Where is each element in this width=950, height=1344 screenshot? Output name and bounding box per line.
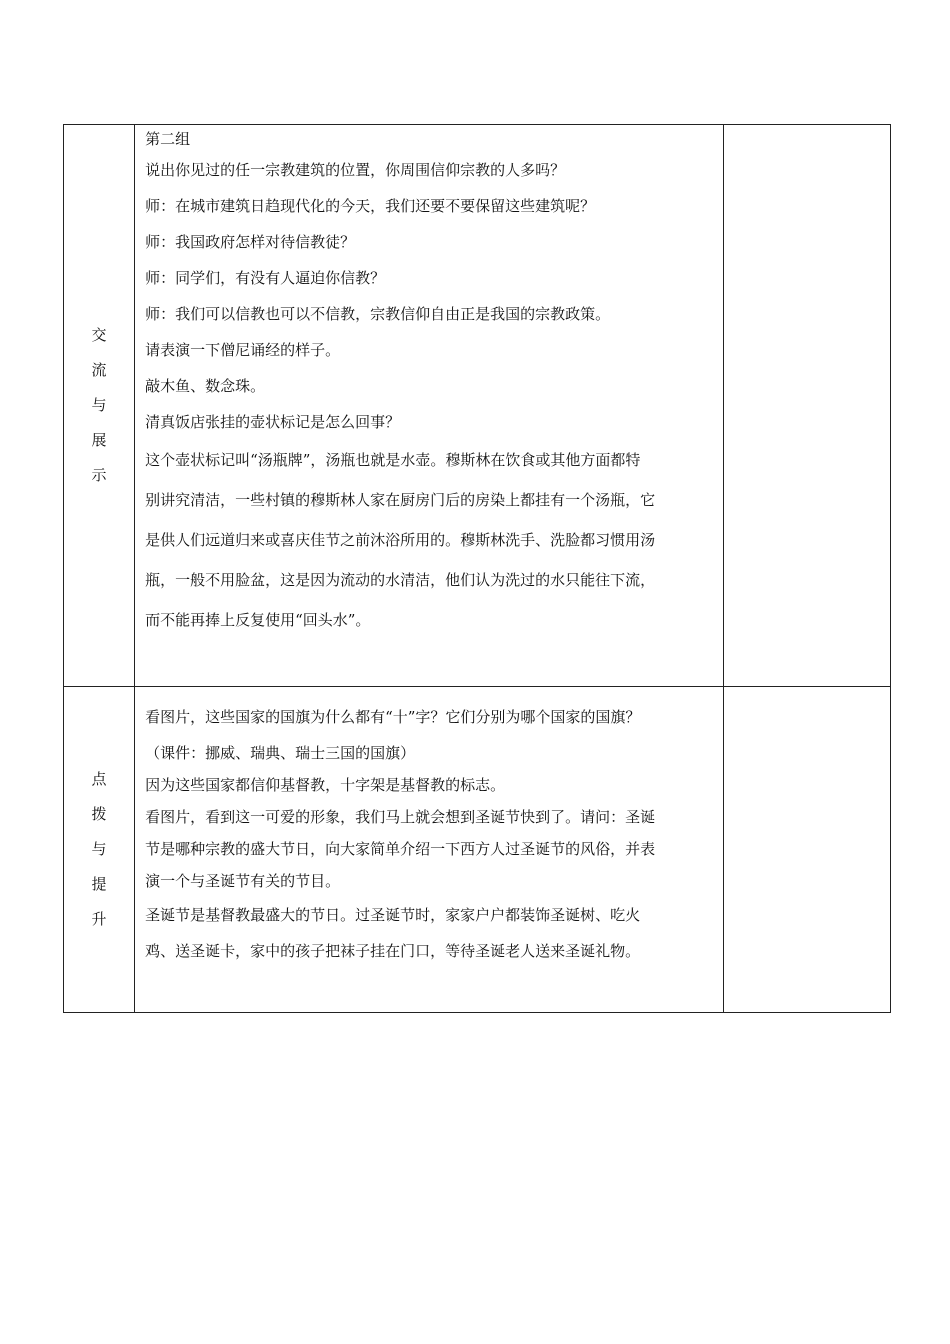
paragraph: （课件：挪威、瑞典、瑞士三国的国旗） bbox=[145, 744, 416, 762]
paragraph: 师：同学们，有没有人逼迫你信教？ bbox=[145, 269, 386, 287]
paragraph: 瓶，一般不用脸盆，这是因为流动的水清洁，他们认为洗过的水只能往下流， bbox=[145, 571, 656, 589]
paragraph: 演一个与圣诞节有关的节目。 bbox=[145, 872, 341, 890]
paragraph: 第二组 bbox=[145, 130, 191, 148]
paragraph: 师：在城市建筑日趋现代化的今天，我们还要不要保留这些建筑呢？ bbox=[145, 197, 596, 215]
paragraph: 敲木鱼、数念珠。 bbox=[145, 377, 266, 395]
section-label-cell bbox=[64, 687, 135, 1013]
paragraph: 因为这些国家都信仰基督教，十字架是基督教的标志。 bbox=[145, 776, 506, 794]
paragraph: 鸡、送圣诞卡，家中的孩子把袜子挂在门口，等待圣诞老人送来圣诞礼物。 bbox=[145, 942, 641, 960]
section-label-guidance-improvement bbox=[64, 762, 134, 937]
table-row-exchange-display bbox=[64, 125, 891, 687]
paragraph: 这个壶状标记叫“汤瓶牌”，汤瓶也就是水壶。穆斯林在饮食或其他方面都特 bbox=[145, 451, 641, 469]
paragraph: 请表演一下僧尼诵经的样子。 bbox=[145, 341, 341, 359]
label-char: 升 bbox=[91, 910, 107, 928]
section-content-guidance-improvement bbox=[135, 687, 724, 1013]
lesson-table bbox=[63, 124, 891, 1013]
label-char: 交 bbox=[91, 326, 107, 344]
paragraph: 清真饭店张挂的壶状标记是怎么回事？ bbox=[145, 413, 401, 431]
notes-cell bbox=[723, 125, 890, 687]
paragraph: 而不能再捧上反复使用“回头水”。 bbox=[145, 611, 371, 629]
paragraph: 节是哪种宗教的盛大节日，向大家简单介绍一下西方人过圣诞节的风俗，并表 bbox=[145, 840, 656, 858]
label-char: 提 bbox=[91, 875, 107, 893]
paragraph: 说出你见过的任一宗教建筑的位置，你周围信仰宗教的人多吗？ bbox=[145, 161, 566, 179]
paragraph: 师：我们可以信教也可以不信教，宗教信仰自由正是我国的宗教政策。 bbox=[145, 305, 611, 323]
label-char: 与 bbox=[91, 840, 107, 858]
paragraph: 圣诞节是基督教最盛大的节日。过圣诞节时，家家户户都装饰圣诞树、吃火 bbox=[145, 906, 641, 924]
label-char: 与 bbox=[91, 396, 107, 414]
label-char: 示 bbox=[91, 466, 107, 484]
table-row-guidance-improvement bbox=[64, 687, 891, 1013]
section-label-cell bbox=[64, 125, 135, 687]
paragraph: 看图片，这些国家的国旗为什么都有“十”字？它们分别为哪个国家的国旗？ bbox=[145, 708, 641, 726]
paragraph: 师：我国政府怎样对待信教徒？ bbox=[145, 233, 356, 251]
label-char: 点 bbox=[91, 770, 107, 788]
label-char: 流 bbox=[91, 361, 107, 379]
section-content-exchange-display bbox=[135, 125, 724, 687]
paragraph: 是供人们远道归来或喜庆佳节之前沐浴所用的。穆斯林洗手、洗脸都习惯用汤 bbox=[145, 531, 656, 549]
label-char: 展 bbox=[91, 431, 107, 449]
paragraph: 看图片，看到这一可爱的形象，我们马上就会想到圣诞节快到了。请问：圣诞 bbox=[145, 808, 656, 826]
section-label-exchange-display bbox=[64, 318, 134, 493]
paragraph: 别讲究清洁，一些村镇的穆斯林人家在厨房门后的房染上都挂有一个汤瓶，它 bbox=[145, 491, 656, 509]
notes-cell bbox=[723, 687, 890, 1013]
label-char: 拨 bbox=[91, 805, 107, 823]
